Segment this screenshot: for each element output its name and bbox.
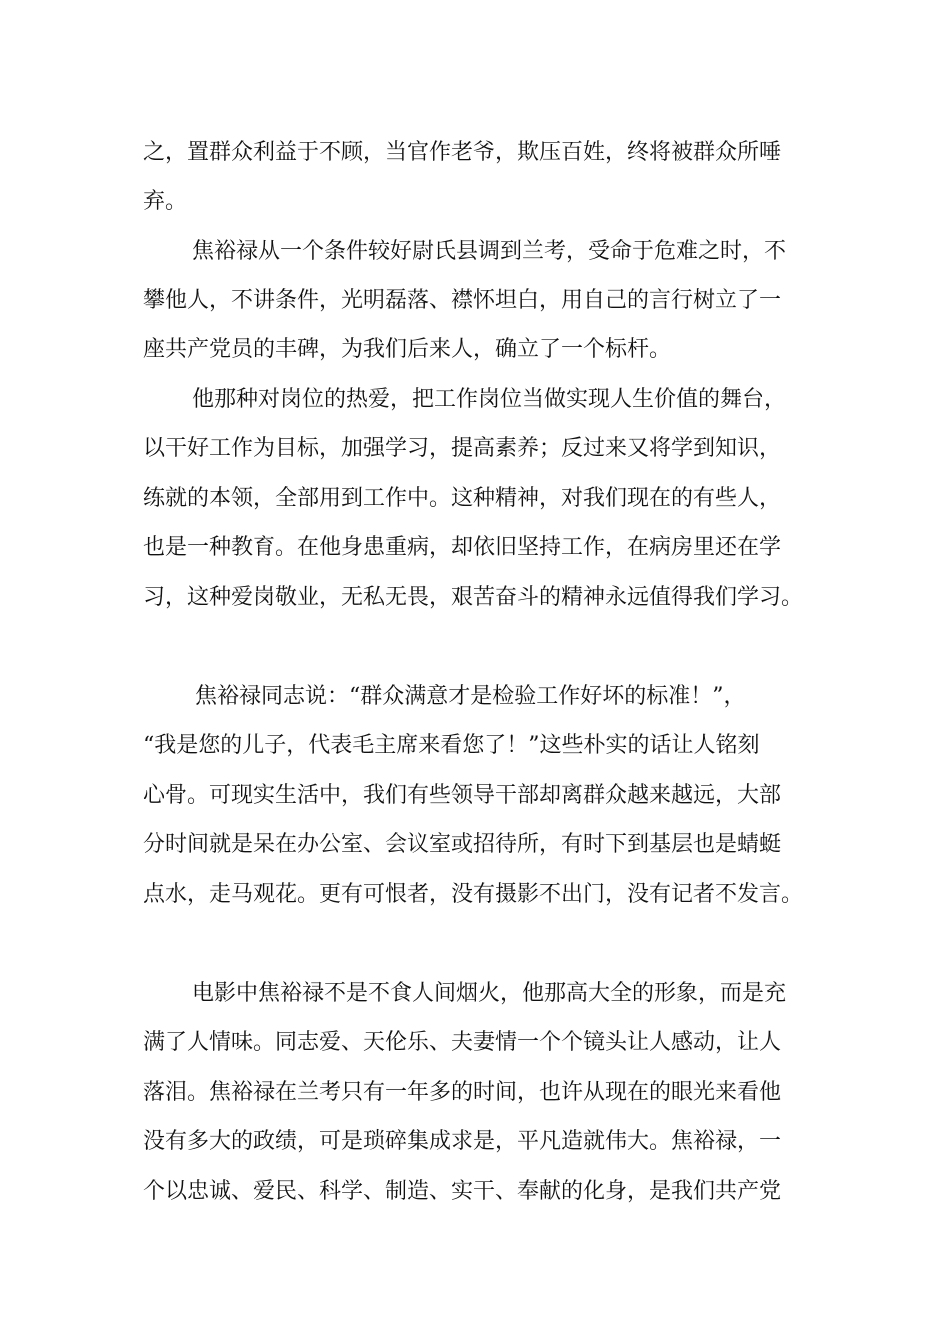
text-line: 电影中焦裕禄不是不食人间烟火，他那高大全的形象，而是充: [192, 981, 787, 1006]
text-line: 个以忠诚、爱民、科学、制造、实干、奉献的化身，是我们共产党: [143, 1179, 782, 1204]
text-line: 焦裕禄从一个条件较好尉氏县调到兰考，受命于危难之时，不: [192, 239, 787, 264]
text-line: 分时间就是呆在办公室、会议室或招待所，有时下到基层也是蜻蜓: [143, 832, 782, 857]
text-line: 练就的本领，全部用到工作中。这种精神，对我们现在的有些人，: [143, 486, 782, 511]
text-line: 心骨。可现实生活中，我们有些领导干部却离群众越来越远，大部: [143, 783, 782, 808]
text-line: 弃。: [143, 189, 188, 214]
text-line: 他那种对岗位的热爱，把工作岗位当做实现人生价值的舞台，: [192, 387, 787, 412]
text-line: 攀他人，不讲条件，光明磊落、襟怀坦白，用自己的言行树立了一: [143, 288, 782, 313]
text-line: 满了人情味。同志爱、天伦乐、夫妻情一个个镜头让人感动，让人: [143, 1030, 782, 1055]
text-line: 焦裕禄同志说：“群众满意才是检验工作好坏的标准！”，: [195, 684, 746, 709]
text-line: 落泪。焦裕禄在兰考只有一年多的时间，也许从现在的眼光来看他: [143, 1080, 782, 1105]
text-line: 习，这种爱岗敬业，无私无畏，艰苦奋斗的精神永远值得我们学习。: [143, 585, 804, 610]
text-line: 之，置群众利益于不顾，当官作老爷，欺压百姓，终将被群众所唾: [143, 140, 782, 165]
text-line: 没有多大的政绩，可是琐碎集成求是，平凡造就伟大。焦裕禄，一: [143, 1129, 782, 1154]
text-line: 以干好工作为目标，加强学习，提高素养；反过来又将学到知识，: [143, 436, 782, 461]
text-line: “我是您的儿子，代表毛主席来看您了！”这些朴实的话让人铭刻: [143, 733, 760, 758]
text-line: 也是一种教育。在他身患重病，却依旧坚持工作，在病房里还在学: [143, 535, 782, 560]
text-line: 座共产党员的丰碑，为我们后来人，确立了一个标杆。: [143, 337, 672, 362]
text-line: 点水，走马观花。更有可恨者，没有摄影不出门，没有记者不发言。: [143, 882, 804, 907]
